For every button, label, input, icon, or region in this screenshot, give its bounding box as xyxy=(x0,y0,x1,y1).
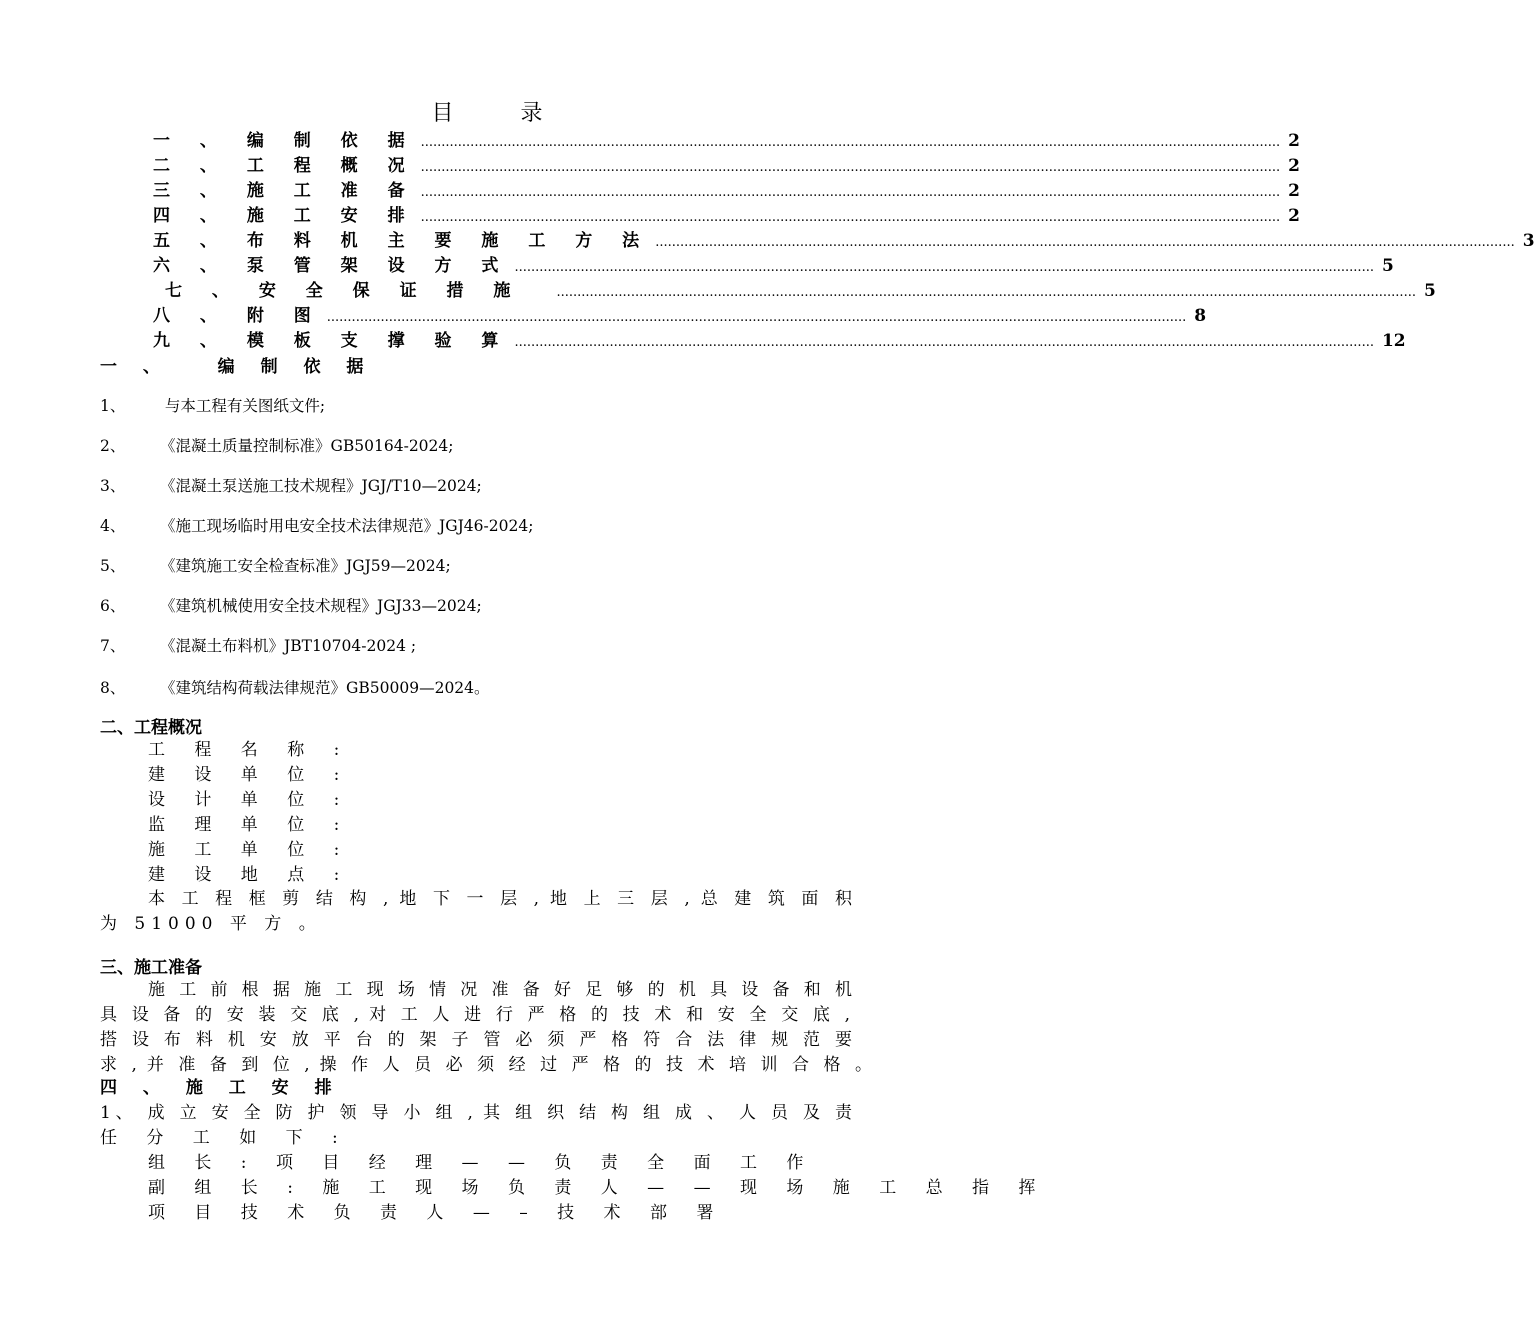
toc-item-label: 五 、 布 料 机 主 要 施 工 方 法 xyxy=(153,231,652,251)
toc-item-page: 8 xyxy=(1194,306,1207,326)
toc-item-label: 七 、 安 全 保 证 措 施 xyxy=(165,281,523,301)
arrangement-item-1-line-1: 1、 成 立 安 全 防 护 领 导 小 组 , 其 组 织 结 构 组 成 、 人 员 及 责 xyxy=(100,1103,852,1123)
list-item-number: 6、 xyxy=(100,597,126,615)
toc-leader-dots: ................................................................................................................................................................................................................ xyxy=(420,135,1281,150)
toc-item-5[interactable] xyxy=(153,226,1535,251)
field-construction-unit: 建 设 单 位 : xyxy=(148,765,352,785)
toc-leader-dots: ................................................................................................................................................................................................................ xyxy=(420,210,1281,225)
list-item-text: 《混凝土质量控制标准》GB50164-2024; xyxy=(160,437,454,455)
toc-item-label: 九 、 模 板 支 撑 验 算 xyxy=(153,331,511,351)
toc-leader-dots: ................................................................................................................................................................................................................ xyxy=(655,235,1515,250)
project-overview-line-2: 为 51000 平 方 。 xyxy=(100,914,322,934)
toc-leader-dots: ................................................................................................................................................................................................................ xyxy=(326,310,1187,325)
toc-item-page: 12 xyxy=(1381,331,1406,351)
list-item xyxy=(0,676,950,700)
toc-item-page: 5 xyxy=(1381,256,1394,276)
list-item xyxy=(0,554,950,578)
list-item-text: 《混凝土布料机》JBT10704-2024 ; xyxy=(160,637,417,655)
field-design-unit: 设 计 单 位 : xyxy=(148,790,352,810)
toc-item-label: 六 、 泵 管 架 设 方 式 xyxy=(153,256,511,276)
preparation-line-3: 搭 设 布 料 机 安 放 平 台 的 架 子 管 必 须 严 格 符 合 法 律 规 范 要 xyxy=(100,1030,852,1050)
toc-leader-dots: ................................................................................................................................................................................................................ xyxy=(420,185,1281,200)
toc-leader-dots: ................................................................................................................................................................................................................ xyxy=(514,260,1374,275)
list-item-text: 与本工程有关图纸文件; xyxy=(160,397,326,415)
list-item-number: 2、 xyxy=(100,437,126,455)
toc-item-4[interactable] xyxy=(153,201,1300,226)
toc-title: 目 录 xyxy=(431,101,573,126)
section-4-heading: 四 、 施 工 安 排 xyxy=(100,1078,342,1098)
preparation-line-4: 求 , 并 准 备 到 位 , 操 作 人 员 必 须 经 过 严 格 的 技 术 培 训 合 格 。 xyxy=(100,1055,872,1075)
toc-item-page: 2 xyxy=(1288,131,1300,151)
toc-item-page: 2 xyxy=(1288,206,1300,226)
section-3-heading: 三、施工准备 xyxy=(100,958,202,978)
list-item-number: 4、 xyxy=(100,517,126,535)
toc-item-3[interactable] xyxy=(153,176,1300,201)
toc-item-label: 八 、 附 图 xyxy=(153,306,323,326)
field-project-name: 工 程 名 称 : xyxy=(148,740,352,760)
section-2-heading: 二、工程概况 xyxy=(100,718,202,738)
project-overview-line-1: 本 工 程 框 剪 结 构 , 地 下 一 层 , 地 上 三 层 , 总 建 筑 面 积 xyxy=(148,889,852,909)
list-item-text: 《建筑结构荷载法律规范》GB50009—2024。 xyxy=(160,679,490,697)
list-item-number: 8、 xyxy=(100,679,126,697)
preparation-line-1: 施 工 前 根 据 施 工 现 场 情 况 准 备 好 足 够 的 机 具 设 备 和 机 xyxy=(148,980,852,1000)
preparation-line-2: 具 设 备 的 安 装 交 底 , 对 工 人 进 行 严 格 的 技 术 和 安 全 交 底 , xyxy=(100,1005,850,1025)
list-item xyxy=(0,594,950,618)
list-item-number: 5、 xyxy=(100,557,126,575)
list-item-number: 7、 xyxy=(100,637,126,655)
role-technical-lead: 项 目 技 术 负 责 人 — – 技 术 部 署 xyxy=(148,1203,726,1223)
toc-item-label: 二 、 工 程 概 况 xyxy=(153,156,417,176)
list-item-text: 《建筑施工安全检查标准》JGJ59—2024; xyxy=(160,557,451,575)
toc-item-page: 5 xyxy=(1423,281,1436,301)
list-item-text: 《混凝土泵送施工技术规程》JGJ/T10—2024; xyxy=(160,477,482,495)
toc-leader-dots: ................................................................................................................................................................................................................ xyxy=(556,285,1416,300)
field-supervision-unit: 监 理 单 位 : xyxy=(148,815,352,835)
list-item xyxy=(0,434,950,458)
toc-item-page: 3 xyxy=(1522,231,1535,251)
toc-leader-dots: ................................................................................................................................................................................................................ xyxy=(514,335,1374,350)
field-construction-site: 建 设 地 点 : xyxy=(148,865,352,885)
list-item xyxy=(0,394,950,418)
list-item-number: 3、 xyxy=(100,477,126,495)
list-item-text: 《施工现场临时用电安全技术法律规范》JGJ46-2024; xyxy=(160,517,534,535)
field-contractor-unit: 施 工 单 位 : xyxy=(148,840,352,860)
toc-item-7[interactable] xyxy=(165,276,1436,301)
toc-item-9[interactable] xyxy=(153,326,1406,351)
toc-item-label: 一 、 编 制 依 据 xyxy=(153,131,417,151)
toc-item-2[interactable] xyxy=(153,151,1300,176)
arrangement-item-1-line-2: 任 分 工 如 下 : xyxy=(100,1128,350,1148)
list-item xyxy=(0,474,950,498)
toc-item-label: 三 、 施 工 准 备 xyxy=(153,181,417,201)
toc-item-8[interactable] xyxy=(153,301,1207,326)
list-item xyxy=(0,514,950,538)
section-1-heading: 一 、 编 制 依 据 xyxy=(100,357,374,377)
list-item xyxy=(0,634,950,658)
toc-leader-dots: ................................................................................................................................................................................................................ xyxy=(420,160,1281,175)
toc-item-label: 四 、 施 工 安 排 xyxy=(153,206,417,226)
toc-item-page: 2 xyxy=(1288,156,1300,176)
list-item-number: 1、 xyxy=(100,397,126,415)
toc-item-6[interactable] xyxy=(153,251,1394,276)
toc-item-1[interactable] xyxy=(153,126,1300,151)
role-deputy-leader: 副 组 长 : 施 工 现 场 负 责 人 — — 现 场 施 工 总 指 挥 xyxy=(148,1178,1048,1198)
role-team-leader: 组 长 : 项 目 经 理 — — 负 责 全 面 工 作 xyxy=(148,1153,816,1173)
list-item-text: 《建筑机械使用安全技术规程》JGJ33—2024; xyxy=(160,597,482,615)
toc-item-page: 2 xyxy=(1288,181,1300,201)
